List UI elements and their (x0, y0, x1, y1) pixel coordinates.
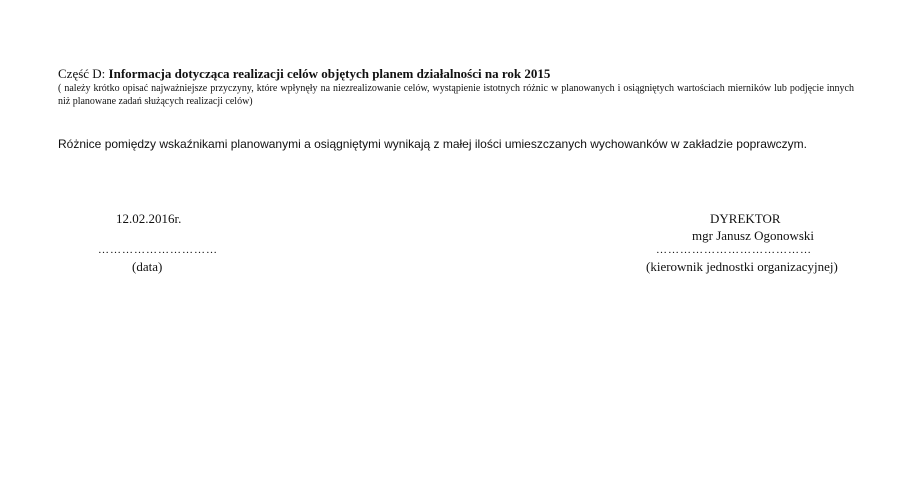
signature-label: (kierownik jednostki organizacyjnej) (646, 259, 838, 274)
signature-date-dotted-line: ………………………… (98, 244, 218, 256)
signature-name: mgr Janusz Ogonowski (692, 228, 815, 243)
signature-date-label: (data) (132, 259, 163, 274)
signature-date-value: 12.02.2016r. (116, 211, 182, 226)
section-heading (58, 66, 550, 82)
body-paragraph: Różnice pomiędzy wskaźnikami planowanymi a osiągniętymi wynikają z małej ilości umieszczanych wychowanków w zakładzie poprawczym. (58, 137, 807, 151)
signature-role: DYREKTOR (710, 211, 781, 226)
signature-dotted-line: ………………………………… (656, 244, 812, 256)
section-part-label: Część D: (58, 66, 106, 81)
section-title: Informacja dotycząca realizacji celów objętych planem działalności na rok 2015 (108, 66, 551, 81)
section-instructions: ( należy krótko opisać najważniejsze przyczyny, które wpłynęły na niezrealizowanie celów, wystąpienie istotnych różnic w planowanych i osiągniętych wartościach mierników lub podjęcie innych niż planowane zadań służących realizacji celów) (58, 83, 854, 107)
